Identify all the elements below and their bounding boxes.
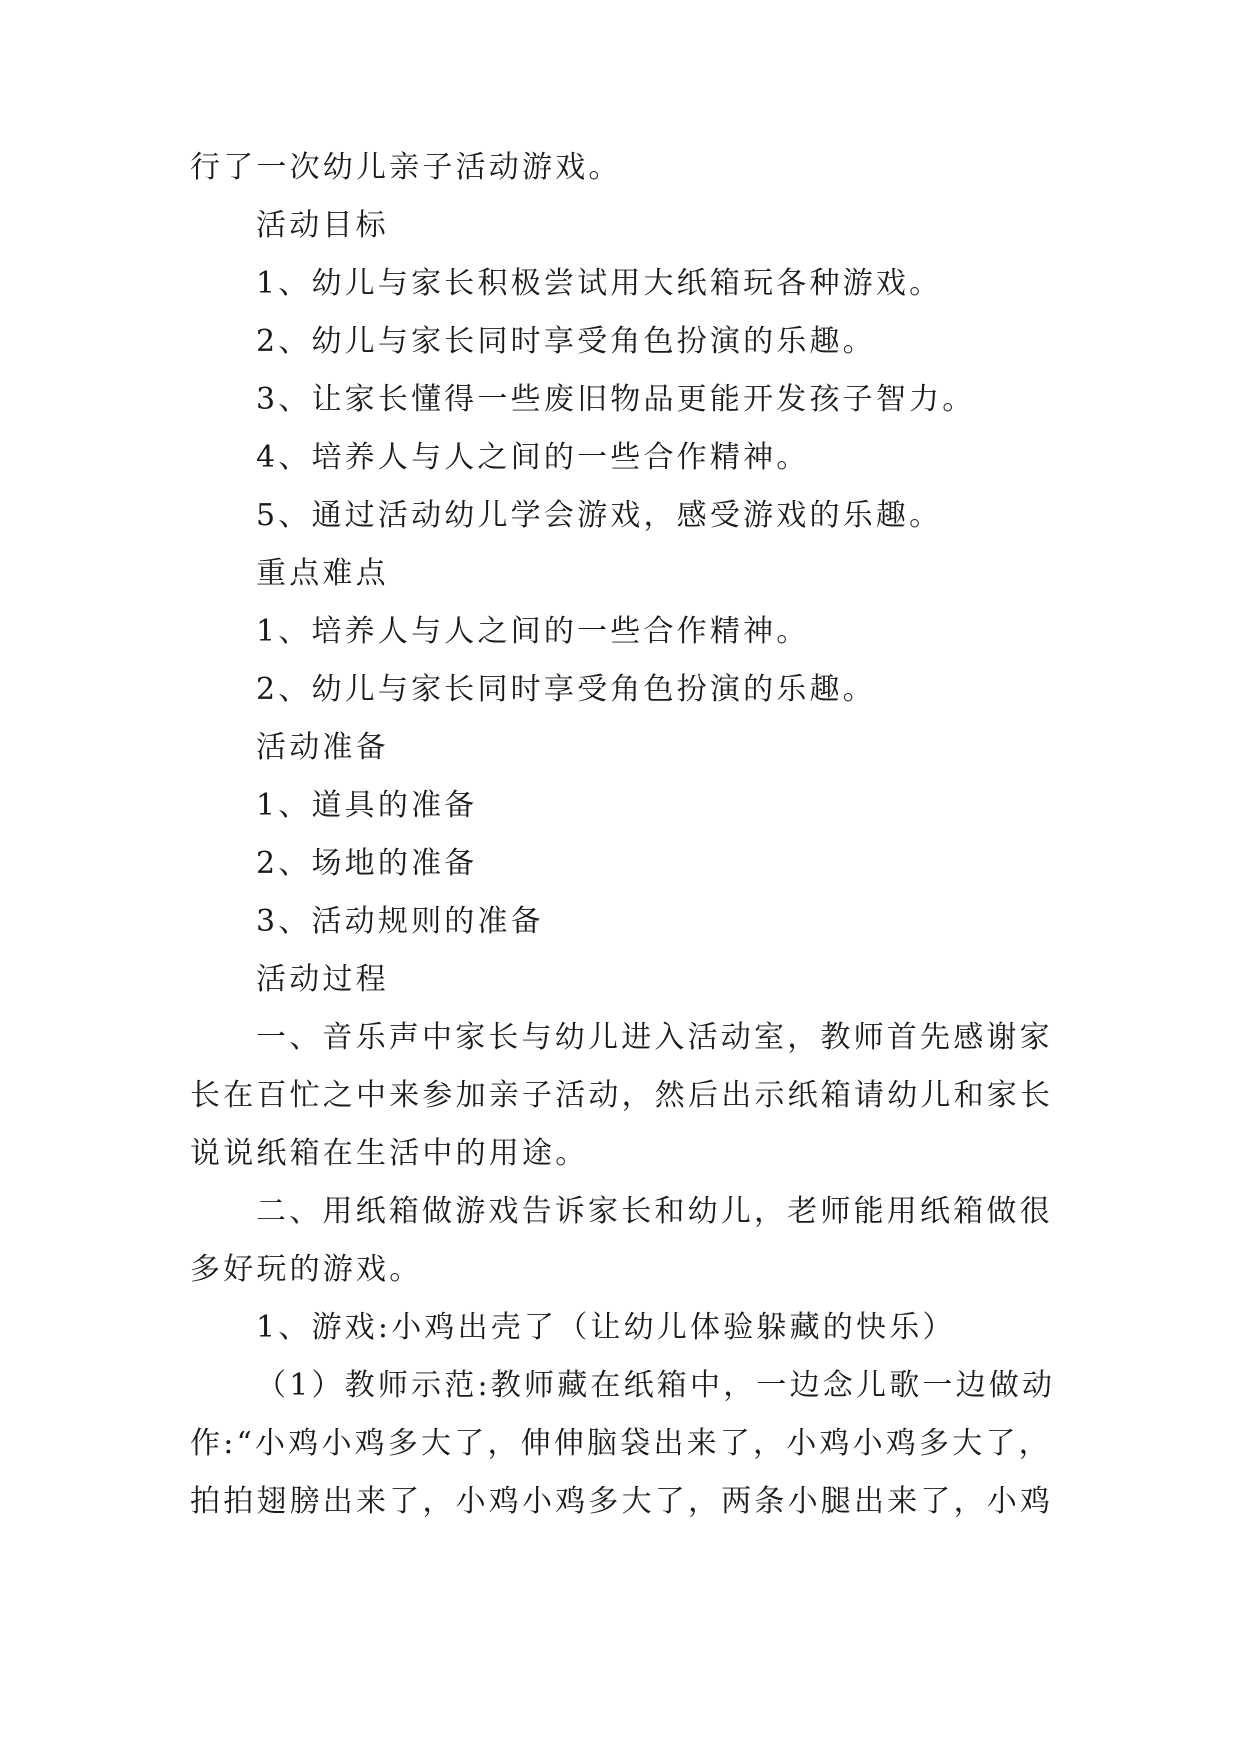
list-item: 1、道具的准备	[256, 788, 478, 823]
list-item: 2、幼儿与家长同时享受角色扮演的乐趣。	[256, 324, 876, 359]
text-line: 长在百忙之中来参加亲子活动，然后出示纸箱请幼儿和家长	[190, 1078, 1054, 1113]
text-line: 作:“小鸡小鸡多大了，伸伸脑袋出来了，小鸡小鸡多大了，	[190, 1426, 1052, 1461]
text-line: 拍拍翅膀出来了，小鸡小鸡多大了，两条小腿出来了，小鸡	[190, 1484, 1054, 1519]
text-line: 行了一次幼儿亲子活动游戏。	[190, 150, 622, 185]
list-item: 5、通过活动幼儿学会游戏，感受游戏的乐趣。	[256, 498, 943, 533]
list-item: 2、幼儿与家长同时享受角色扮演的乐趣。	[256, 672, 876, 707]
list-item: 4、培养人与人之间的一些合作精神。	[256, 440, 810, 475]
list-item: 3、活动规则的准备	[256, 904, 544, 939]
section-heading: 活动准备	[256, 730, 389, 765]
list-item: 1、培养人与人之间的一些合作精神。	[256, 614, 810, 649]
text-line: 说说纸箱在生活中的用途。	[190, 1136, 589, 1171]
section-heading: 重点难点	[256, 556, 389, 591]
text-line: （1）教师示范:教师藏在纸箱中，一边念儿歌一边做动	[256, 1368, 1056, 1403]
section-heading: 活动目标	[256, 208, 389, 243]
text-line: 多好玩的游戏。	[190, 1252, 423, 1287]
section-heading: 活动过程	[256, 962, 389, 997]
list-item: 1、幼儿与家长积极尝试用大纸箱玩各种游戏。	[256, 266, 943, 301]
list-item: 3、让家长懂得一些废旧物品更能开发孩子智力。	[256, 382, 976, 417]
text-line: 1、游戏:小鸡出壳了（让幼儿体验躲藏的快乐）	[256, 1310, 956, 1345]
text-line: 二、用纸箱做游戏告诉家长和幼儿，老师能用纸箱做很	[256, 1194, 1053, 1229]
text-line: 一、音乐声中家长与幼儿进入活动室，教师首先感谢家	[256, 1020, 1053, 1055]
list-item: 2、场地的准备	[256, 846, 478, 881]
